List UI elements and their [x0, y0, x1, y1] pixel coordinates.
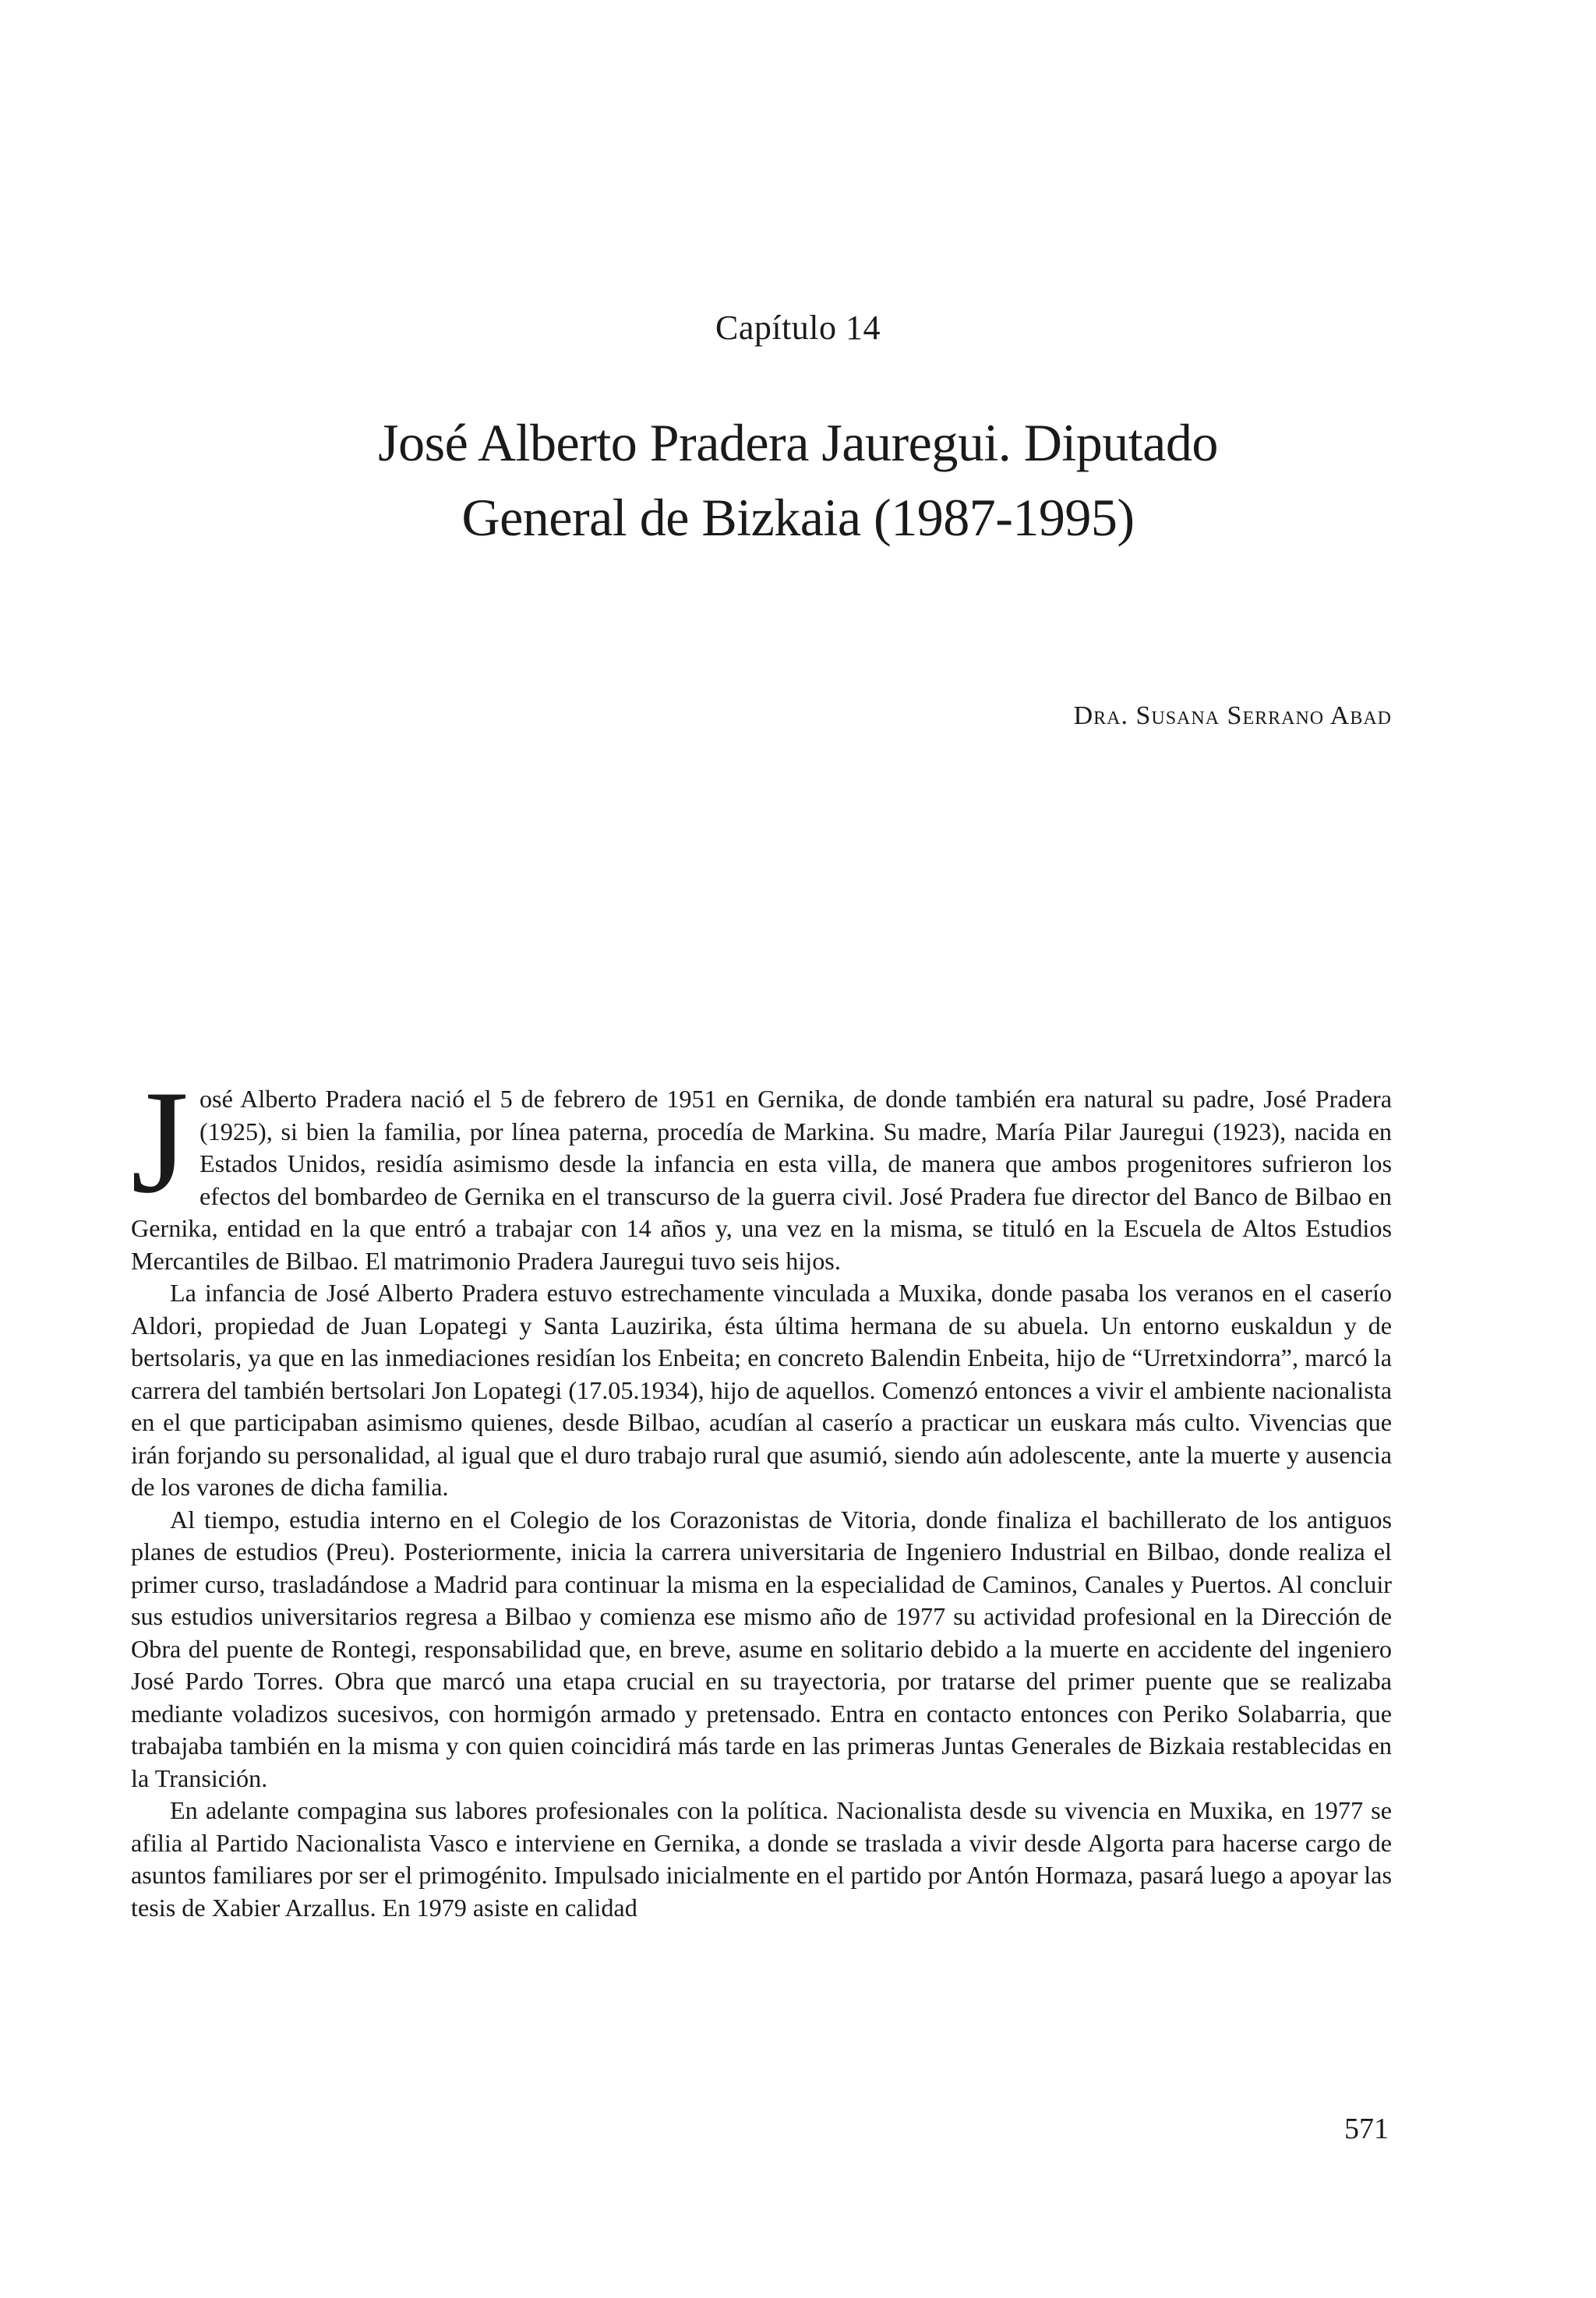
paragraph: [131, 1061, 1392, 1277]
chapter-label: Capítulo 14: [715, 309, 881, 347]
drop-cap: J: [131, 1061, 189, 1224]
author-name: Dra. Susana Serrano Abad: [1073, 701, 1392, 730]
page-number: 571: [1344, 2113, 1389, 2145]
paragraph: Al tiempo, estudia interno en el Colegio de los Corazonistas de Vitoria, donde finaliza el bachillerato de los antiguos planes de estudios (Preu). Posteriormente, inicia la carrera universitaria de Ingeniero Industrial en Bilbao, donde realiza el primer curso, trasladándose a Madrid para continuar la misma en la especialidad de Caminos, Canales y Puertos. Al concluir sus estudios universitarios regresa a Bilbao y comienza ese mismo año de 1977 su actividad profesional en la Dirección de Obra del puente de Rontegi, responsabilidad que, en breve, asume en solitario debido a la muerte en accidente del ingeniero José Pardo Torres. Obra que marcó una etapa crucial en su trayectoria, por tratarse del primer puente que se realizaba mediante voladizos sucesivos, con hormigón armado y pretensado. Entra en contacto entonces con Periko Solabarria, que trabajaba también en la misma y con quien coincidirá más tarde en las primeras Juntas Generales de Bizkaia restablecidas en la Transición.: [131, 1505, 1392, 1792]
paragraph: La infancia de José Alberto Pradera estuvo estrechamente vinculada a Muxika, donde pasaba los veranos en el caserío Aldori, propiedad de Juan Lopategi y Santa Lauzirika, ésta última hermana de su abuela. Un entorno euskaldun y de bertsolaris, ya que en las inmediaciones residían los Enbeita; en concreto Balendin Enbeita, hijo de “Urretxindorra”, marcó la carrera del también bertsolari Jon Lopategi (17.05.1934), hijo de aquellos. Comenzó entonces a vivir el ambiente nacionalista en el que participaban asimismo quienes, desde Bilbao, acudían al caserío a practicar un euskara más culto. Vivencias que irán forjando su personalidad, al igual que el duro trabajo rural que asumió, siendo aún adolescente, ante la muerte y ausencia de los varones de dicha familia.: [131, 1279, 1392, 1501]
body-text: [131, 1061, 1392, 1924]
chapter-title-line-1: José Alberto Pradera Jauregui. Diputado: [378, 413, 1218, 472]
chapter-title-line-2: General de Bizkaia (1987-1995): [461, 488, 1135, 547]
chapter-title: [195, 405, 1401, 555]
paragraph-text: osé Alberto Pradera nació el 5 de febrero de 1951 en Gernika, de donde también era natural su padre, José Pradera (1925), si bien la familia, por línea paterna, procedía de Markina. Su madre, María Pilar Jauregui (1923), nacida en Estados Unidos, residía asimismo desde la infancia en esta villa, de manera que ambos progenitores sufrieron los efectos del bombardeo de Gernika en el transcurso de la guerra civil. José Pradera fue director del Banco de Bilbao en Gernika, entidad en la que entró a trabajar con 14 años y, una vez en la misma, se tituló en la Escuela de Altos Estudios Mercantiles de Bilbao. El matrimonio Pradera Jauregui tuvo seis hijos.: [131, 1085, 1392, 1275]
paragraph: En adelante compagina sus labores profesionales con la política. Nacionalista desde su vivencia en Muxika, en 1977 se afilia al Partido Nacionalista Vasco e interviene en Gernika, a donde se traslada a vivir desde Algorta para hacerse cargo de asuntos familiares por ser el primogénito. Impulsado inicialmente en el partido por Antón Hormaza, pasará luego a apoyar las tesis de Xabier Arzallus. En 1979 asiste en calidad: [131, 1796, 1392, 1922]
